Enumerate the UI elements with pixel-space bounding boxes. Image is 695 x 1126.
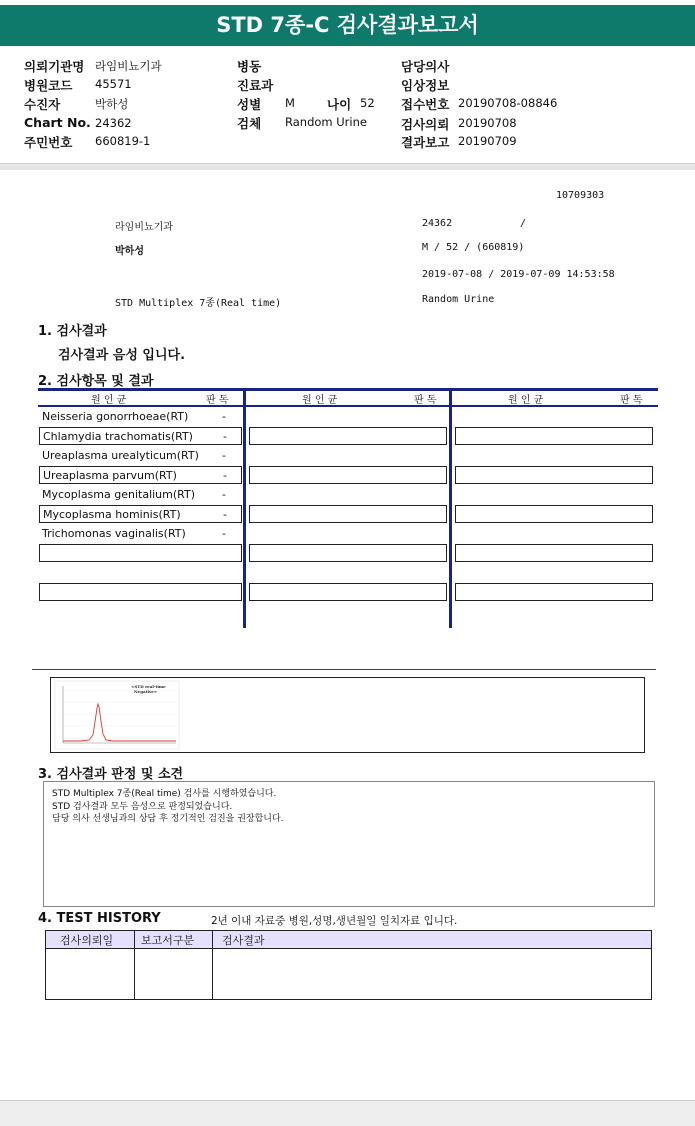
info-specimen: Random Urine [422,294,495,305]
result-row [39,505,242,523]
empty-row [249,427,447,445]
info-slash: / [520,218,527,229]
results-table-header-2 [246,388,449,407]
empty-row [249,466,447,484]
pcr-chart [51,678,644,752]
table-divider [243,388,246,628]
col-pathogen-header: 원 인 균 [91,395,127,406]
pathogen-name: Neisseria gonorrhoeae(RT) [42,410,189,423]
request-date-value: 20190708 [458,116,517,130]
specimen-value: Random Urine [285,115,367,129]
empty-row [39,583,242,601]
ward-label: 병동 [237,59,262,74]
section4-title: 4. TEST HISTORY [38,911,161,926]
pathogen-result: - [222,449,226,462]
doctor-label: 담당의사 [401,59,450,74]
empty-row [455,505,653,523]
results-table-header-3 [452,388,658,407]
table-divider [449,388,452,628]
requesting-institution-value: 라임비뇨기과 [95,59,162,73]
info-patient: 박하성 [115,246,144,257]
hospital-code-label: 병원코드 [24,78,73,93]
info-dates: 2019-07-08 / 2019-07-09 14:53:58 [422,269,615,280]
pathogen-result: - [222,488,226,501]
history-note: 2년 이내 자료중 병원,성명,생년월일 일치자료 입니다. [211,915,458,927]
history-col-request-date: 검사의뢰일 [60,934,114,947]
pathogen-name: Mycoplasma hominis(RT) [43,508,181,521]
empty-row [249,583,447,601]
result-row [39,466,242,484]
chart-legend-line-2: Negative> [134,689,158,694]
col-pathogen-header: 원 인 균 [302,395,338,406]
info-institution: 라임비뇨기과 [115,222,173,233]
sex-value: M [285,96,295,110]
empty-row [455,544,653,562]
empty-row [249,505,447,523]
result-row [39,408,242,426]
receipt-no-label: 접수번호 [401,97,450,112]
hospital-code-value: 45571 [95,77,132,91]
col-judgement-header: 판 독 [620,395,643,406]
chart-no-value: 24362 [95,116,132,130]
pathogen-result: - [222,410,226,423]
result-row [39,525,242,543]
info-test-name: STD Multiplex 7종(Real time) [115,298,282,309]
pathogen-name: Ureaplasma parvum(RT) [43,469,177,482]
pathogen-result: - [223,430,227,443]
receipt-no-value: 20190708-08846 [458,96,558,110]
section1-summary: 검사결과 음성 입니다. [58,348,186,363]
history-col-divider [212,931,213,999]
findings-box [43,781,655,907]
result-row [39,447,242,465]
pcr-chart-frame [50,677,645,753]
section3-title: 3. 검사결과 판정 및 소견 [38,767,184,782]
test-history-table [45,930,652,1000]
pathogen-name: Ureaplasma urealyticum(RT) [42,449,199,462]
chart-legend-line-1: <STD real-time [131,684,166,689]
col-judgement-header: 판 독 [206,395,229,406]
section1-title: 1. 검사결과 [38,324,107,339]
report-date-value: 20190709 [458,134,517,148]
report-date-label: 결과보고 [401,135,450,150]
resident-no-value: 660819-1 [95,134,151,148]
history-col-result: 검사결과 [222,934,265,947]
info-chart-no: 24362 [422,218,453,229]
section2-title: 2. 검사항목 및 결과 [38,374,154,389]
chart-no-label: Chart No. [24,115,91,130]
finding-line: STD 검사결과 모두 음성으로 판정되었습니다. [52,801,233,812]
patient-value: 박하성 [95,97,129,111]
report-title: STD 7종-C 검사결과보고서 [0,5,695,46]
resident-no-label: 주민번호 [24,135,73,150]
empty-row [249,544,447,562]
result-row [39,427,242,445]
pathogen-name: Trichomonas vaginalis(RT) [42,527,186,540]
pathogen-name: Mycoplasma genitalium(RT) [42,488,196,501]
col-pathogen-header: 원 인 균 [508,395,544,406]
results-table-header-1 [38,388,243,407]
empty-row [455,427,653,445]
report-code: 10709303 [556,190,605,201]
department-label: 진료과 [237,78,274,93]
pathogen-result: - [222,527,226,540]
result-row [39,486,242,504]
clinical-info-label: 임상정보 [401,78,450,93]
specimen-label: 검체 [237,116,262,131]
col-judgement-header: 판 독 [414,395,437,406]
empty-row [39,544,242,562]
header-separator [0,163,695,170]
history-col-report-type: 보고서구분 [141,934,195,947]
requesting-institution-label: 의뢰기관명 [24,59,85,74]
plot-area [55,681,179,749]
pathogen-result: - [223,469,227,482]
footer-bar [0,1100,695,1126]
history-header-row [46,931,651,949]
pathogen-name: Chlamydia trachomatis(RT) [43,430,193,443]
age-value: 52 [360,96,375,110]
empty-row [455,583,653,601]
finding-line: 담당 의사 선생님과의 상담 후 정기적인 검진을 권장합니다. [52,814,284,824]
info-sex-age: M / 52 / (660819) [422,242,525,253]
patient-label: 수진자 [24,97,61,112]
age-label: 나이 [327,97,352,112]
history-col-divider [134,931,135,999]
request-date-label: 검사의뢰 [401,117,450,132]
finding-line: STD Multiplex 7종(Real time) 검사를 시행하였습니다. [52,789,277,799]
sex-label: 성별 [237,97,262,112]
section-divider [32,669,656,670]
pathogen-result: - [223,508,227,521]
empty-row [455,466,653,484]
